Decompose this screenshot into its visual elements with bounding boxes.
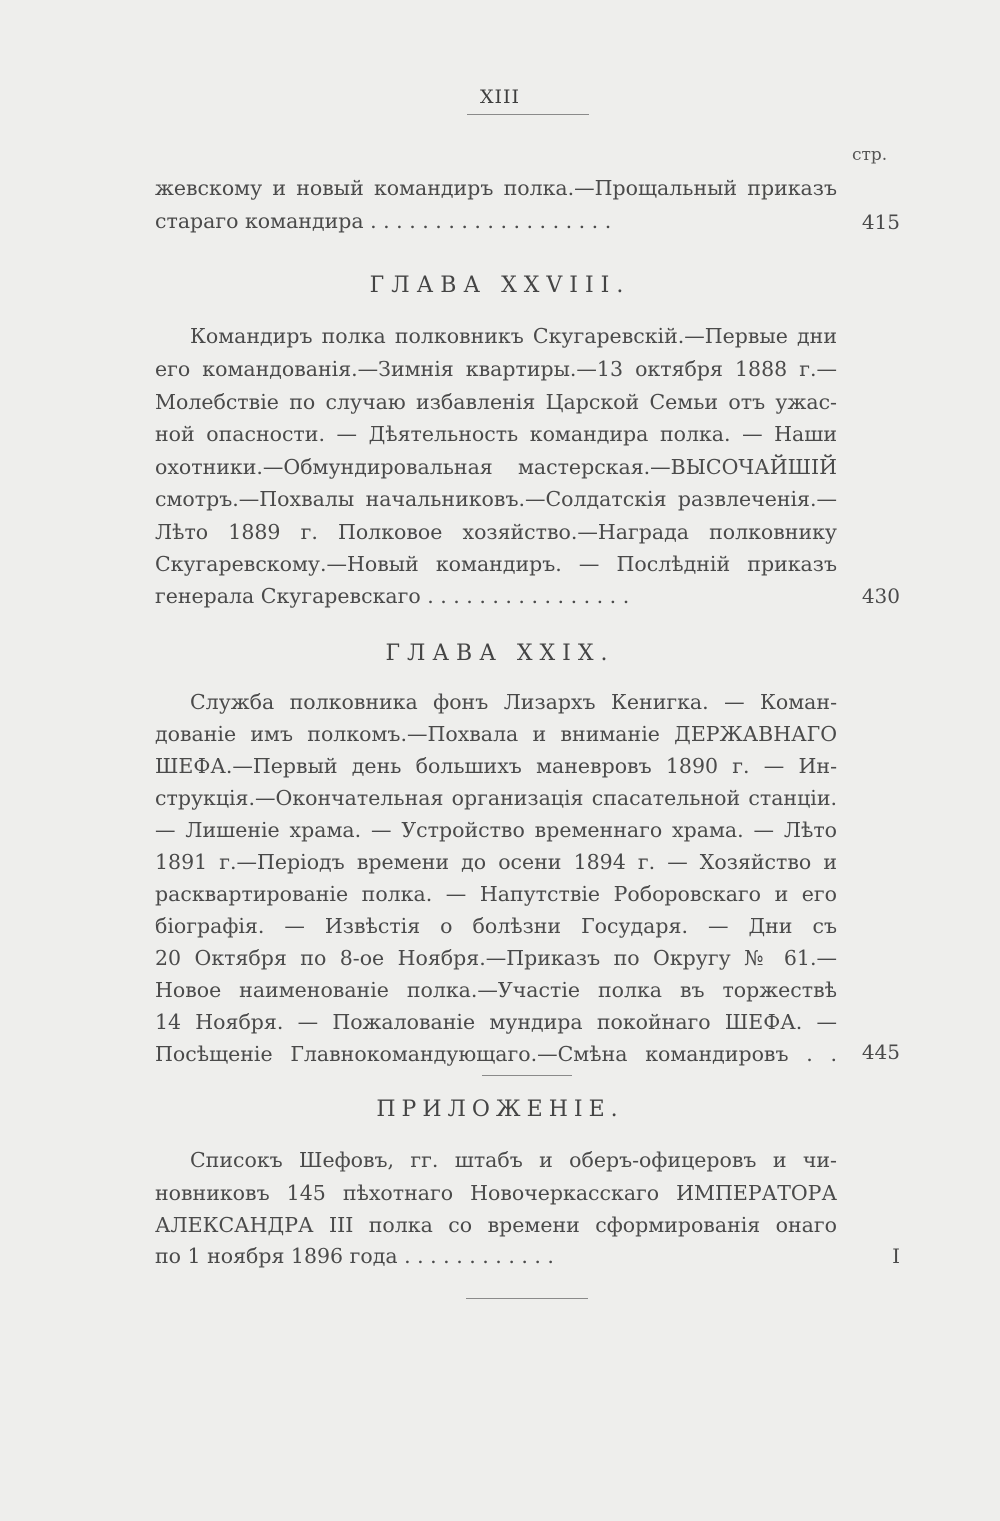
page-column-label: стр. (852, 145, 888, 165)
chapter-heading: ГЛАВА XXVIII. (369, 273, 631, 298)
toc-page-number: 415 (861, 210, 900, 234)
toc-entry-line: Новое наименованіе полка.—Участіе полка въ торжествѣ (155, 978, 837, 1002)
toc-entry-line: охотники.—Обмундировальная мастерская.—ВЫСОЧАЙШІЙ (155, 455, 837, 479)
toc-entry-line: новниковъ 145 пѣхотнаго Новочеркасскаго ИМПЕРАТОРА (155, 1181, 837, 1205)
toc-entry-line: ной опасности. — Дѣятельность командира полка. — Наши (155, 422, 837, 446)
toc-page-number: I (892, 1244, 900, 1268)
toc-entry-line: стараго командира . . . . . . . . . . . . . . . . . . . (155, 209, 612, 233)
toc-entry-line: 20 Октября по 8-ое Ноября.—Приказъ по Округу № 61.— (155, 946, 837, 970)
toc-entry-line: струкція.—Окончательная организація спасательной станціи. (155, 786, 837, 810)
toc-entry-line: 1891 г.—Періодъ времени до осени 1894 г. — Хозяйство и (155, 850, 837, 874)
toc-entry-line: — Лишеніе храма. — Устройство временнаго храма. — Лѣто (155, 818, 837, 842)
toc-page-number: 445 (861, 1040, 900, 1064)
toc-entry-line: Служба полковника фонъ Лизархъ Кенигка. — Коман- (190, 690, 837, 714)
section-divider (482, 1075, 572, 1076)
chapter-heading: ГЛАВА XXIX. (385, 641, 615, 666)
toc-page-number: 430 (861, 584, 900, 608)
toc-entry-line: расквартированіе полка. — Напутствіе Роборовскаго и его (155, 882, 837, 906)
toc-entry-line: генерала Скугаревскаго . . . . . . . . . . . . . . . . (155, 584, 630, 608)
toc-entry-line: Списокъ Шефовъ, гг. штабъ и оберъ-офицеровъ и чи- (190, 1148, 837, 1172)
toc-entry-line: Молебствіе по случаю избавленія Царской Семьи отъ ужас- (155, 390, 837, 414)
toc-entry-line: біографія. — Извѣстія о болѣзни Государя. — Дни съ (155, 914, 837, 938)
toc-entry-line: АЛЕКСАНДРА III полка со времени сформированія онаго (155, 1213, 837, 1237)
appendix-heading: ПРИЛОЖЕНІЕ. (376, 1097, 624, 1122)
toc-entry-line: по 1 ноября 1896 года . . . . . . . . . . . . (155, 1244, 554, 1268)
toc-entry-line: Посѣщеніе Главнокомандующаго.—Смѣна командировъ . . (155, 1042, 837, 1066)
toc-entry-line: ШЕФА.—Первый день большихъ маневровъ 1890 г. — Ин- (155, 754, 837, 778)
toc-entry-line: его командованія.—Зимнія квартиры.—13 октября 1888 г.— (155, 357, 837, 381)
toc-entry-line: Лѣто 1889 г. Полковое хозяйство.—Награда полковнику (155, 520, 837, 544)
page-number: XIII (479, 86, 521, 108)
header-rule (467, 114, 589, 115)
toc-entry-line: Командиръ полка полковникъ Скугаревскій.—Первые дни (190, 324, 837, 348)
toc-entry-line: смотръ.—Похвалы начальниковъ.—Солдатскія развлеченія.— (155, 487, 837, 511)
toc-entry-line: жевскому и новый командиръ полка.—Прощальный приказъ (155, 176, 837, 200)
toc-entry-line: дованіе имъ полкомъ.—Похвала и вниманіе ДЕРЖАВНАГО (155, 722, 837, 746)
end-divider (466, 1298, 588, 1299)
toc-entry-line: 14 Ноября. — Пожалованіе мундира покойнаго ШЕФА. — (155, 1010, 837, 1034)
toc-entry-line: Скугаревскому.—Новый командиръ. — Послѣдній приказъ (155, 552, 837, 576)
